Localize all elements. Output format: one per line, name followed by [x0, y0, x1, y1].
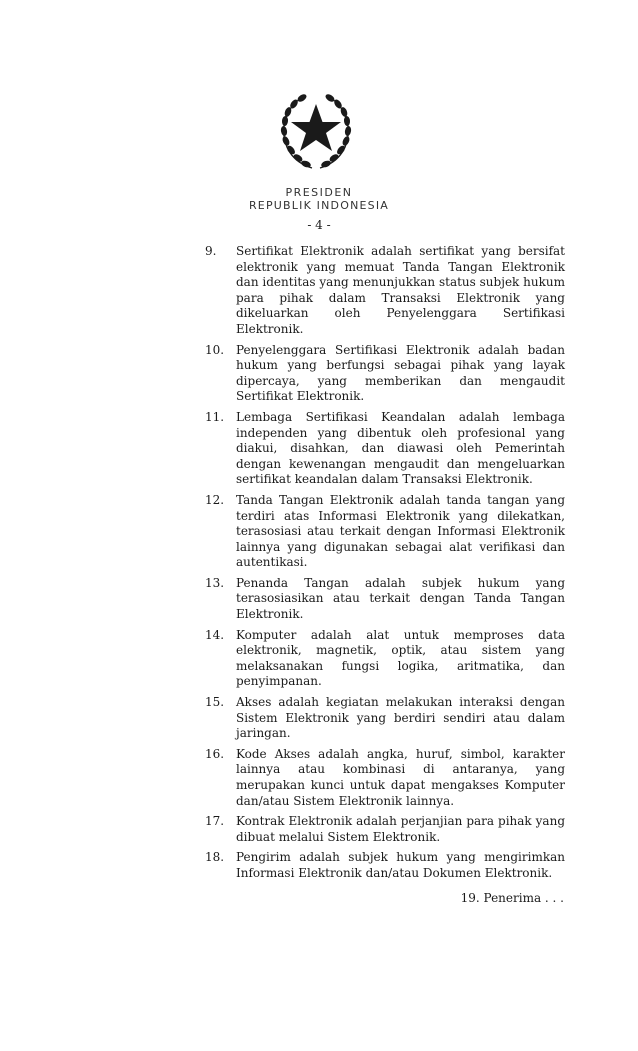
- item-number: 18.: [205, 850, 225, 865]
- list-item: [205, 343, 565, 405]
- item-number: 10.: [205, 342, 225, 357]
- item-number: 17.: [205, 814, 225, 829]
- list-item: [205, 410, 565, 488]
- item-text: Komputer adalah alat untuk memproses data elektronik, magnetik, optik, atau sistem yang melaksanakan fungsi logika, aritmatika, dan penyimpanan.: [236, 627, 565, 689]
- item-number: 15.: [205, 695, 225, 710]
- item-number: 13.: [205, 575, 225, 590]
- item-number: 9.: [205, 244, 217, 258]
- list-item: [205, 576, 565, 623]
- item-number: 14.: [205, 627, 225, 642]
- item-number: 11.: [205, 409, 225, 424]
- item-text: Pengirim adalah subjek hukum yang mengirimkan Informasi Elektronik dan/atau Dokumen Elektronik.: [236, 850, 565, 880]
- item-text: Lembaga Sertifikasi Keandalan adalah lembaga independen yang dibentuk oleh profesional yang diakui, disahkan, dan diawasi oleh Pemerintah dengan kewenangan mengaudit dan mengeluarkan sertifikat keandalan dalam Transaksi Elektronik.: [236, 409, 565, 487]
- item-text: Tanda Tangan Elektronik adalah tanda tangan yang terdiri atas Informasi Elektronik yang dilekatkan, terasosiasi atau terkait dengan Informasi Elektronik lainnya yang digunakan sebagai alat verifikasi dan autentikasi.: [236, 492, 565, 570]
- item-text: Penanda Tangan adalah subjek hukum yang terasosiasikan atau terkait dengan Tanda Tangan Elektronik.: [236, 575, 565, 622]
- catchword: 19. Penerima . . .: [460, 891, 564, 905]
- list-item: [205, 493, 565, 571]
- item-text: Penyelenggara Sertifikasi Elektronik adalah badan hukum yang berfungsi sebagai pihak yang layak dipercaya, yang memberikan dan mengaudit Sertifikat Elektronik.: [236, 342, 565, 404]
- list-item: [205, 695, 565, 742]
- item-number: 16.: [205, 746, 225, 761]
- list-item: [205, 244, 565, 338]
- list-item: [205, 850, 565, 881]
- item-text: Kode Akses adalah angka, huruf, simbol, karakter lainnya atau kombinasi di antaranya, yang merupakan kunci untuk dapat mengakses Komputer dan/atau Sistem Elektronik lainnya.: [236, 746, 565, 808]
- list-item: [205, 814, 565, 845]
- list-item: [205, 628, 565, 690]
- header-republik-indonesia: REPUBLIK INDONESIA: [248, 199, 390, 212]
- item-number: 12.: [205, 492, 225, 507]
- definition-list: [205, 244, 565, 887]
- presidential-emblem-icon: [274, 88, 358, 172]
- item-text: Akses adalah kegiatan melakukan interaksi dengan Sistem Elektronik yang berdiri sendiri atau dalam jaringan.: [236, 695, 565, 741]
- page-number: - 4 -: [307, 218, 331, 232]
- item-text: Sertifikat Elektronik adalah sertifikat yang bersifat elektronik yang memuat Tanda Tangan Elektronik dan identitas yang menunjukkan status subjek hukum para pihak dalam Transaksi Elektronik yang dikeluarkan oleh Penyelenggara Sertifikasi Elektronik.: [236, 244, 565, 336]
- header-presiden: PRESIDEN: [285, 186, 353, 199]
- list-item: [205, 747, 565, 809]
- item-text: Kontrak Elektronik adalah perjanjian para pihak yang dibuat melalui Sistem Elektronik.: [236, 814, 565, 844]
